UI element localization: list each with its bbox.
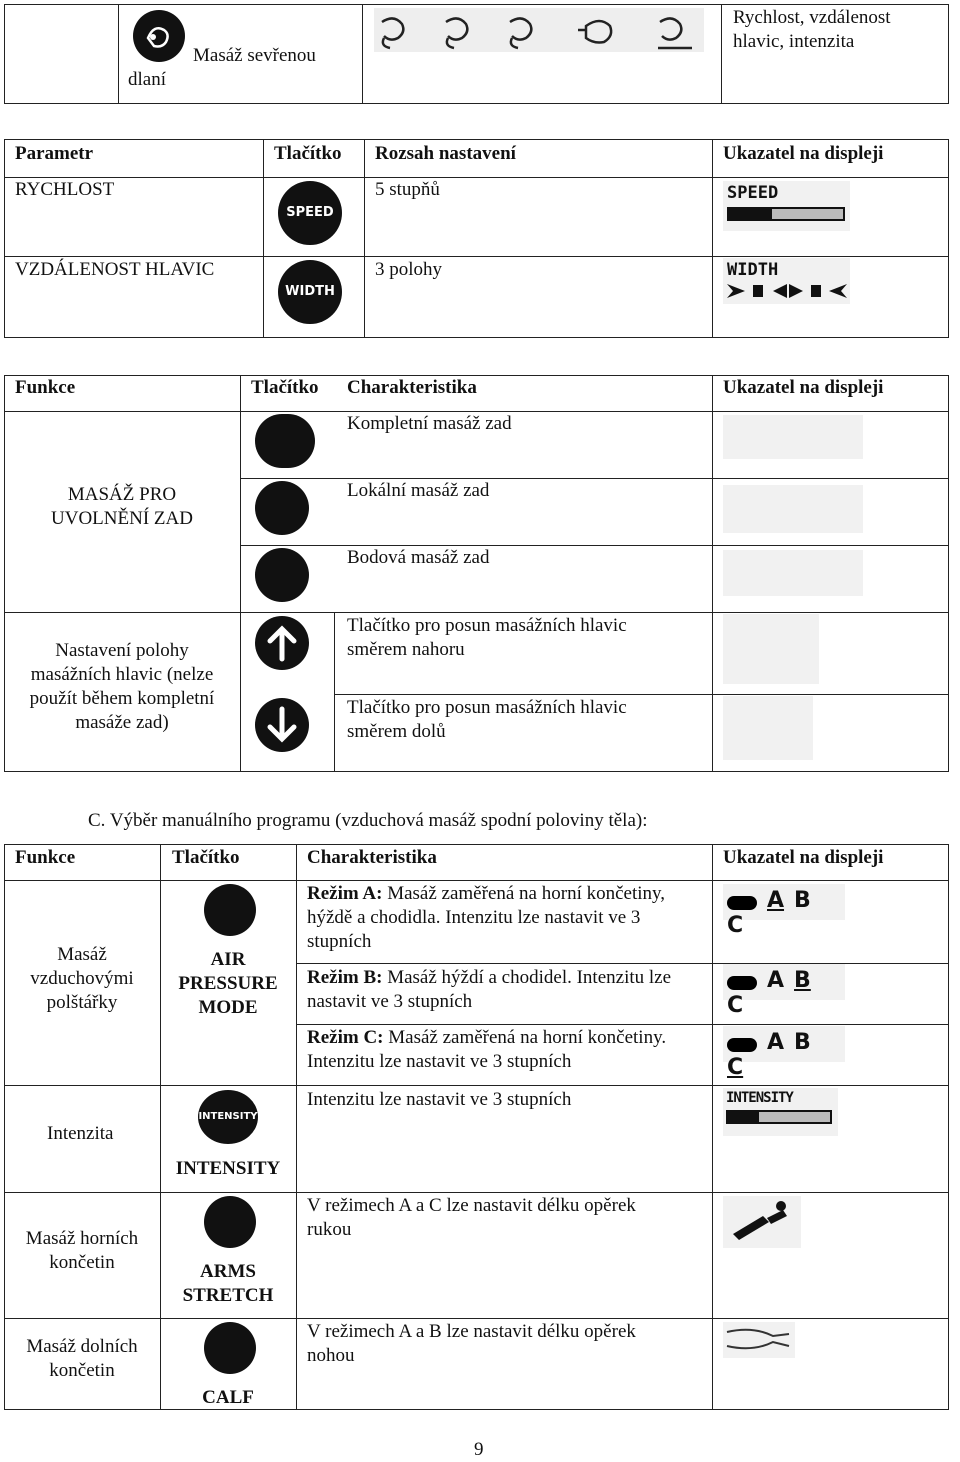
- mode-c-display: [723, 1026, 845, 1080]
- down-desc-2: směrem dolů: [347, 721, 446, 742]
- air-btn-label-3: MODE: [198, 997, 258, 1018]
- up-desc: [347, 614, 627, 662]
- mode-b-letter-b: B: [794, 968, 811, 993]
- calf-label-1: Masáž dolních: [26, 1336, 138, 1357]
- divider: [296, 1024, 949, 1025]
- width-display-icon: [723, 258, 850, 304]
- arms-btn-label-1: ARMS: [200, 1261, 256, 1282]
- mode-c-desc: [307, 1026, 666, 1074]
- back-massage-label-1: MASÁŽ PRO: [67, 484, 177, 505]
- calf-func-label: [4, 1335, 160, 1383]
- air-pressure-button-label: [160, 948, 296, 1020]
- mode-b-line-1: Masáž hýždí a chodidel. Intenzitu lze: [382, 967, 672, 988]
- grip-massage-icon: [130, 8, 188, 64]
- calf-button-icon: [204, 1322, 256, 1374]
- functions-header-button: Tlačítko: [251, 377, 319, 398]
- section-c-title: C. Výběr manuálního programu (vzduchová masáž spodní poloviny těla):: [88, 810, 648, 831]
- divider: [118, 4, 119, 104]
- arms-func-label: [4, 1227, 160, 1275]
- position-label-2: masážních hlavic (nelze: [30, 664, 214, 685]
- air-pill-icon: [727, 896, 757, 910]
- grip-positions-icon: [374, 8, 704, 52]
- calf-button-label: CALF: [202, 1387, 254, 1408]
- params-table: [4, 139, 949, 338]
- point-back-button-icon: [255, 548, 309, 602]
- position-label: [4, 639, 240, 735]
- full-back-display-icon: [723, 415, 863, 459]
- air-btn-label-1: AIR: [210, 949, 246, 970]
- divider: [160, 844, 161, 1410]
- mode-b-bold: Režim B:: [307, 967, 383, 988]
- params-header-range: Rozsah nastavení: [375, 143, 516, 164]
- param-speed-name: RYCHLOST: [15, 179, 115, 200]
- back-massage-label-2: UVOLNĚNÍ ZAD: [51, 508, 193, 529]
- divider: [721, 4, 722, 104]
- divider: [4, 1318, 949, 1319]
- seated-person-down-icon: [723, 696, 813, 760]
- position-label-3: použít během kompletní: [29, 688, 215, 709]
- divider: [263, 139, 264, 338]
- mode-a-bold: Režim A:: [307, 883, 383, 904]
- mode-c-line-2: Intenzitu lze nastavit ve 3 stupních: [307, 1051, 572, 1072]
- intensity-display-label: INTENSITY: [726, 1090, 793, 1106]
- width-display-label: WIDTH: [727, 260, 779, 280]
- intensity-button-icon: INTENSITY: [198, 1090, 258, 1144]
- divider: [4, 177, 949, 178]
- arms-label-2: končetin: [49, 1252, 115, 1273]
- divider: [362, 4, 363, 104]
- intensity-button-label: INTENSITY: [175, 1158, 281, 1179]
- mode-c-line-1: Masáž zaměřená na horní končetiny.: [383, 1027, 667, 1048]
- position-label-1: Nastavení polohy: [55, 640, 189, 661]
- position-label-4: masáže zad): [75, 712, 169, 733]
- air-header-func: Funkce: [15, 847, 76, 868]
- leg-display-icon: [723, 1322, 795, 1358]
- mode-c-bold: Režim C:: [307, 1027, 384, 1048]
- calf-desc: [307, 1320, 636, 1368]
- air-pill-icon: [727, 1038, 757, 1052]
- mode-a-line-2: hýždě a chodidla. Intenzitu lze nastavit ve 3: [307, 907, 641, 928]
- seated-person-up-icon: [723, 614, 819, 684]
- local-back-display-icon: [723, 485, 863, 533]
- mode-a-line-1: Masáž zaměřená na horní končetiny,: [382, 883, 666, 904]
- divider: [334, 612, 335, 772]
- mode-b-letter-c: C: [727, 993, 744, 1018]
- up-desc-2: směrem nahoru: [347, 639, 465, 660]
- air-pressure-button-icon: [204, 884, 256, 936]
- mode-b-line-2: nastavit ve 3 stupních: [307, 991, 473, 1012]
- page-number: 9: [474, 1439, 484, 1460]
- calf-label-2: končetin: [49, 1360, 115, 1381]
- divider: [240, 375, 241, 772]
- top-label-a: Masáž sevřenou: [193, 45, 316, 66]
- functions-header-char: Charakteristika: [347, 377, 477, 398]
- air-header-display: Ukazatel na displeji: [723, 847, 884, 868]
- local-back-desc: Lokální masáž zad: [347, 480, 490, 501]
- back-massage-label: [4, 483, 240, 531]
- divider: [364, 139, 365, 338]
- arms-desc-2: rukou: [307, 1219, 352, 1240]
- intensity-display-icon: [723, 1088, 838, 1136]
- divider: [296, 844, 297, 1410]
- intensity-func-label: Intenzita: [47, 1123, 114, 1144]
- arms-btn-label-2: STRETCH: [182, 1285, 274, 1306]
- arms-desc: [307, 1194, 636, 1242]
- arms-desc-1: V režimech A a C lze nastavit délku opěrek: [307, 1195, 636, 1216]
- mode-a-display: [723, 884, 845, 938]
- mode-a-desc: [307, 882, 665, 954]
- mode-c-letter-c: C: [727, 1055, 744, 1080]
- divider: [712, 844, 713, 1410]
- mode-c-letter-a: A: [767, 1030, 785, 1055]
- params-header-button: Tlačítko: [274, 143, 342, 164]
- mode-b-letter-a: A: [767, 968, 785, 993]
- mode-b-desc: [307, 966, 671, 1014]
- calf-desc-1: V režimech A a B lze nastavit délku opěrek: [307, 1321, 636, 1342]
- divider: [712, 375, 713, 772]
- param-speed-range: 5 stupňů: [375, 179, 440, 200]
- down-desc-1: Tlačítko pro posun masážních hlavic: [347, 697, 627, 718]
- mode-b-display: [723, 964, 845, 1018]
- arrow-down-icon: [252, 697, 312, 753]
- intensity-desc: Intenzitu lze nastavit ve 3 stupních: [307, 1089, 572, 1110]
- mode-a-letter-b: B: [794, 888, 811, 913]
- full-back-desc: Kompletní masáž zad: [347, 413, 512, 434]
- arms-stretch-button-label: [160, 1260, 296, 1308]
- top-label-b: dlaní: [128, 69, 166, 90]
- arms-stretch-button-icon: [204, 1196, 256, 1248]
- air-header-button: Tlačítko: [172, 847, 240, 868]
- intensity-bar: [726, 1110, 832, 1124]
- mode-c-letter-b: B: [794, 1030, 811, 1055]
- param-width-name: VZDÁLENOST HLAVIC: [15, 259, 215, 280]
- speed-button-icon: SPEED: [278, 181, 342, 245]
- arm-stretch-display-icon: [723, 1196, 801, 1248]
- air-func-label-3: polštářky: [46, 992, 118, 1013]
- down-desc: [347, 696, 627, 744]
- params-header-display: Ukazatel na displeji: [723, 143, 884, 164]
- divider: [4, 612, 949, 613]
- calf-desc-2: nohou: [307, 1345, 355, 1366]
- functions-header-display: Ukazatel na displeji: [723, 377, 884, 398]
- mode-a-line-3: stupních: [307, 931, 372, 952]
- divider: [4, 1085, 949, 1086]
- divider: [4, 1192, 949, 1193]
- top-note: Rychlost, vzdálenost hlavic, intenzita: [733, 7, 891, 52]
- air-pill-icon: [727, 976, 757, 990]
- speed-bar: [727, 207, 845, 221]
- arrow-up-icon: [252, 615, 312, 671]
- mode-a-letter-a: A: [767, 888, 785, 913]
- air-header-char: Charakteristika: [307, 847, 437, 868]
- param-width-range: 3 polohy: [375, 259, 443, 280]
- functions-header-func: Funkce: [15, 377, 76, 398]
- air-btn-label-2: PRESSURE: [178, 973, 278, 994]
- air-func-label-2: vzduchovými: [30, 968, 134, 989]
- up-desc-1: Tlačítko pro posun masážních hlavic: [347, 615, 627, 636]
- divider: [712, 139, 713, 338]
- params-header-param: Parametr: [15, 143, 94, 164]
- divider: [334, 694, 949, 695]
- speed-display-label: SPEED: [727, 183, 779, 203]
- width-button-icon: WIDTH: [278, 260, 342, 324]
- air-func-label-1: Masáž: [57, 944, 107, 965]
- point-back-display-icon: [723, 550, 863, 596]
- local-back-button-icon: [255, 481, 309, 535]
- speed-display-icon: [723, 181, 850, 231]
- divider: [4, 880, 949, 881]
- arms-label-1: Masáž horních: [25, 1228, 139, 1249]
- point-back-desc: Bodová masáž zad: [347, 547, 490, 568]
- divider: [296, 963, 949, 964]
- divider: [4, 256, 949, 257]
- mode-a-letter-c: C: [727, 913, 744, 938]
- full-back-button-icon: [255, 414, 315, 468]
- air-func-label: [4, 943, 160, 1015]
